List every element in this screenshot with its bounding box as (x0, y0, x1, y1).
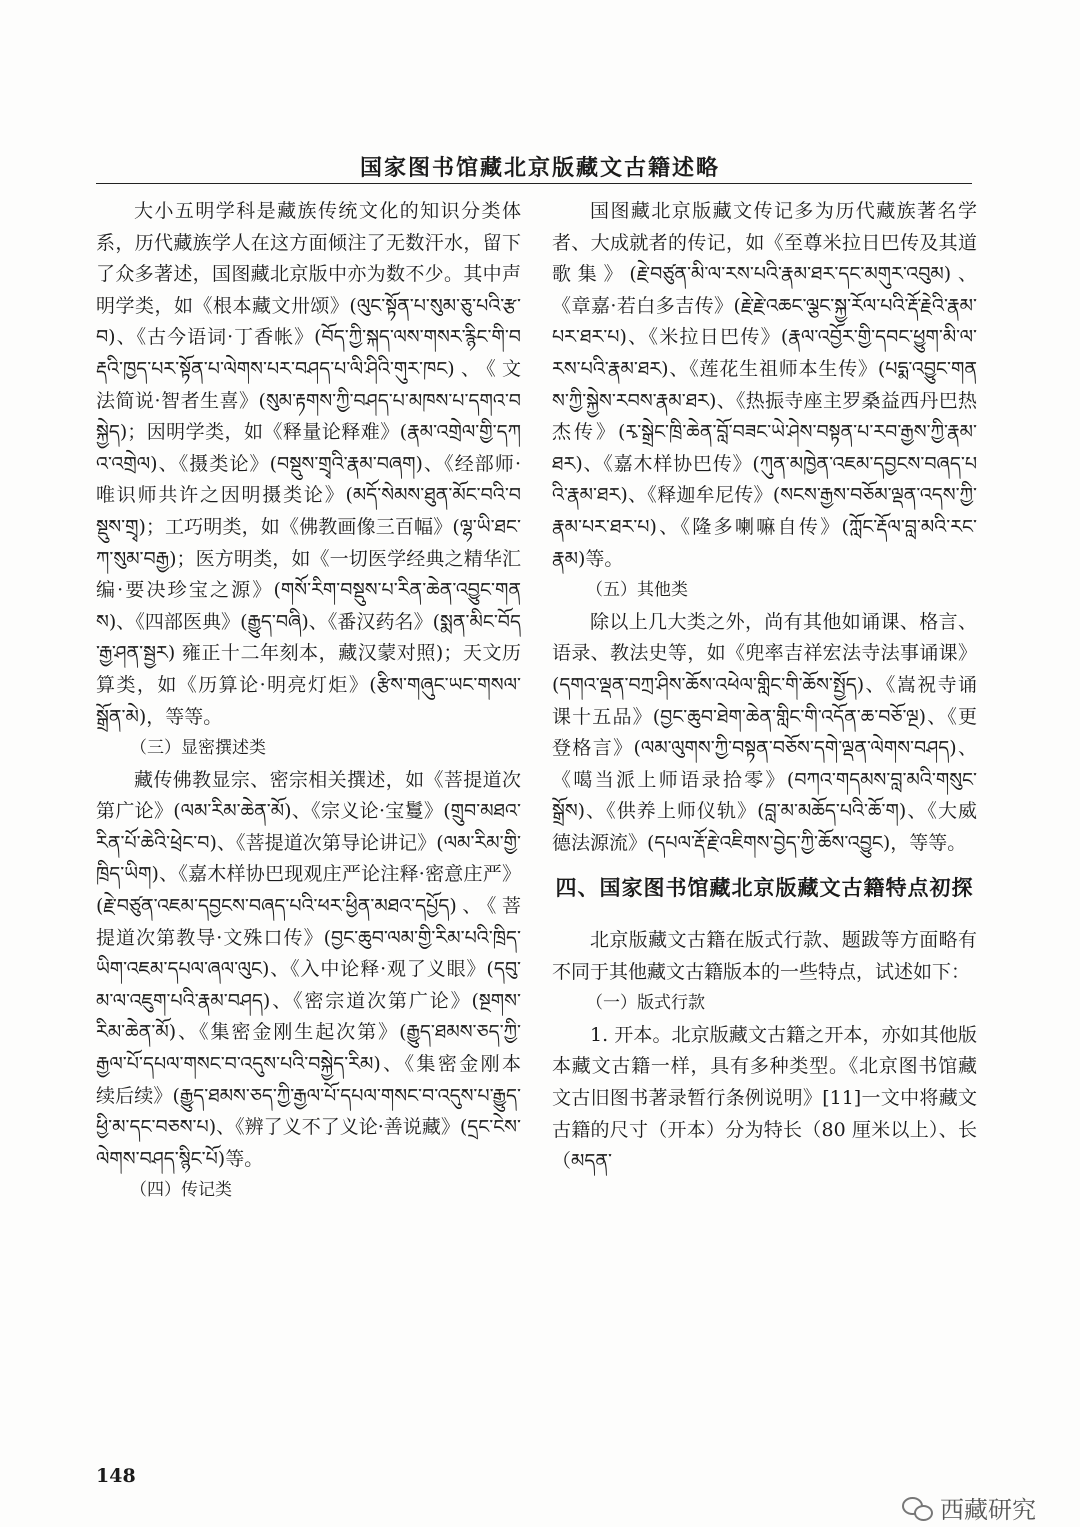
subheading-format: （一）版式行款 (586, 993, 705, 1014)
section-heading: 四、国家图书馆藏北京版藏文古籍特点初探 (555, 876, 974, 901)
subheading-others: （五）其他类 (586, 580, 688, 601)
running-header: 国家图书馆藏北京版藏文古籍述略 (359, 156, 720, 181)
paragraph-features-intro: 北京版藏文古籍在版式行款、题跋等方面略有不同于其他藏文古籍版本的一些特点，试述如下： (552, 929, 977, 983)
paragraph-five-sciences: 大小五明学科是藏族传统文化的知识分类体系，历代藏族学人在这方面倾注了无数汗水，留下了众多著述，国图藏北京版中亦为数不少。其中声明学类，如《根本藏文卅颂》(ལུང་སྟོན་པ་སུམ་ཅུ་པའི་རྩ་བ)、《古今语词·丁香帐》(བོད་ཀྱི་སྐད་ལས་གསར་རྙིང་གི་བརྡའི་ཁྱད་པར་སྟོན་པ་ལེགས་པར་བཤད་པ་ལི་ཤིའི་གུར་ཁང)、《文法简说·智者生喜》(སུམ་རྟགས་ཀྱི་བཤད་པ་མཁས་པ་དགའ་བསྐྱེད)；因明学类，如《释量论释难》(རྣམ་འགྲེལ་གྱི་དཀའ་འགྲེལ)、《摄类论》(བསྡུས་གྲྭའི་རྣམ་བཞག)、《经部师·唯识师共许之因明摄类论》(མདོ་སེམས་ཐུན་མོང་བའི་བསྡུས་གྲྭ)；工巧明类，如《佛教画像三百幅》(ལྷ་ཡི་ཐང་ཀ་སུམ་བརྒྱ)；医方明类，如《一切医学经典之精华汇编·要决珍宝之源》(གསོ་རིག་བསྡུས་པ་རིན་ཆེན་འབྱུང་གནས)、《四部医典》(རྒྱུད་བཞི)、《番汉药名》(སྨན་མིང་བོད་རྒྱ་ཤན་སྦྱར) 雍正十二年刻本，藏汉蒙对照)；天文历算类，如《历算论·明亮灯炬》(རྩིས་གཞུང་ཡང་གསལ་སྒྲོན་མེ)，等等。 (96, 200, 521, 728)
subheading-biographies: （四）传记类 (130, 1180, 232, 1201)
paragraph-buddhist-works: 藏传佛教显宗、密宗相关撰述，如《菩提道次第广论》(ལམ་རིམ་ཆེན་མོ)、《宗义论·宝鬘》(གྲུབ་མཐའ་རིན་པོ་ཆེའི་ཕྲེང་བ)、《菩提道次第导论讲记》(ལམ་རིམ་གྱི་ཁྲིད་ཡིག)、《嘉木样协巴现观庄严论注释·密意庄严》(རྗེ་བཙུན་འཇམ་དབྱངས་བཞད་པའི་ཕར་ཕྱིན་མཐའ་དཔྱོད)、《菩提道次第教导·文殊口传》(བྱང་ཆུབ་ལམ་གྱི་རིམ་པའི་ཁྲིད་ཡིག་འཇམ་དཔལ་ཞལ་ལུང)、《入中论释·观了义眼》(དབུ་མ་ལ་འཇུག་པའི་རྣམ་བཤད)、《密宗道次第广论》(སྔགས་རིམ་ཆེན་མོ)、《集密金刚生起次第》(རྒྱུད་ཐམས་ཅད་ཀྱི་རྒྱལ་པོ་དཔལ་གསང་བ་འདུས་པའི་བསྐྱེད་རིམ)、《集密金刚本续后续》(རྒྱུད་ཐམས་ཅད་ཀྱི་རྒྱལ་པོ་དཔལ་གསང་བ་འདུས་པ་རྒྱུད་ཕྱི་མ་དང་བཅས་པ)、《辨了义不了义论·善说藏》(དྲང་ངེས་ལེགས་བཤད་སྙིང་པོ)等。 (96, 768, 521, 1170)
paragraph-biographies: 国图藏北京版藏文传记多为历代藏族著名学者、大成就者的传记，如《至尊米拉日巴传及其道歌集》(རྗེ་བཙུན་མི་ལ་རས་པའི་རྣམ་ཐར་དང་མགུར་འབུམ)、《章嘉·若白多吉传》(རྗེ་རྗེ་འཆང་ལྕང་སྐྱ་རོལ་པའི་རྡོ་རྗེའི་རྣམ་པར་ཐར་པ)、《米拉日巴传》(རྣལ་འབྱོར་གྱི་དབང་ཕྱུག་མི་ལ་རས་པའི་རྣམ་ཐར)、《莲花生祖师本生传》(པདྨ་འབྱུང་གནས་ཀྱི་སྐྱེས་རབས་རྣམ་ཐར)、《热振寺座主罗桑益西丹巴热杰传》(རྭ་སྒྲེང་ཁྲི་ཆེན་བློ་བཟང་ཡེ་ཤེས་བསྟན་པ་རབ་རྒྱས་ཀྱི་རྣམ་ཐར)、《嘉木样协巴传》(ཀུན་མཁྱེན་འཇམ་དབྱངས་བཞད་པའི་རྣམ་ཐར)、《释迦牟尼传》(སངས་རྒྱས་བཅོམ་ལྡན་འདས་ཀྱི་རྣམ་པར་ཐར་པ)、《隆多喇嘛自传》(ཀློང་རྡོལ་བླ་མའི་རང་རྣམ)等。 (552, 200, 977, 570)
subheading-exoteric-esoteric: （三）显密撰述类 (130, 738, 266, 759)
paragraph-others: 除以上几大类之外，尚有其他如诵课、格言、语录、教法史等，如《兜率吉祥宏法寺法事诵课》(དགའ་ལྡན་བཀྲ་ཤིས་ཆོས་འཕེལ་གླིང་གི་ཆོས་སྤྱོད)、《嵩祝寺诵课十五品》(བྱང་ཆུབ་ཐེག་ཆེན་གླིང་གི་འདོན་ཆ་བཅོ་ལྔ)、《更登格言》(ལམ་ལུགས་ཀྱི་བསྟན་བཅོས་དགེ་ལྡན་ལེགས་བཤད)、《噶当派上师语录拾零》(བཀའ་གདམས་བླ་མའི་གསུང་སྒྲོས)、《供养上师仪轨》(བླ་མ་མཆོད་པའི་ཆོ་ག)、《大威德法源流》(དཔལ་རྡོ་རྗེ་འཇིགས་བྱེད་ཀྱི་ཆོས་འབྱུང)，等等。 (552, 610, 977, 854)
watermark-label: 西藏研究 (940, 1496, 1036, 1524)
right-column (552, 196, 977, 1178)
page-number: 148 (96, 1465, 136, 1487)
wechat-watermark (902, 1490, 1036, 1525)
paragraph-format-size: 1. 开本。北京版藏文古籍之开本，亦如其他版本藏文古籍一样，具有多种类型。《北京图书馆藏文古旧图书著录暂行条例说明》[11]一文中将藏文古籍的尺寸（开本）分为特长（80 厘米以上）、长（མདན་ (552, 1023, 977, 1173)
header-rule (96, 183, 972, 184)
wechat-icon (902, 1495, 932, 1521)
left-column (96, 196, 521, 1207)
